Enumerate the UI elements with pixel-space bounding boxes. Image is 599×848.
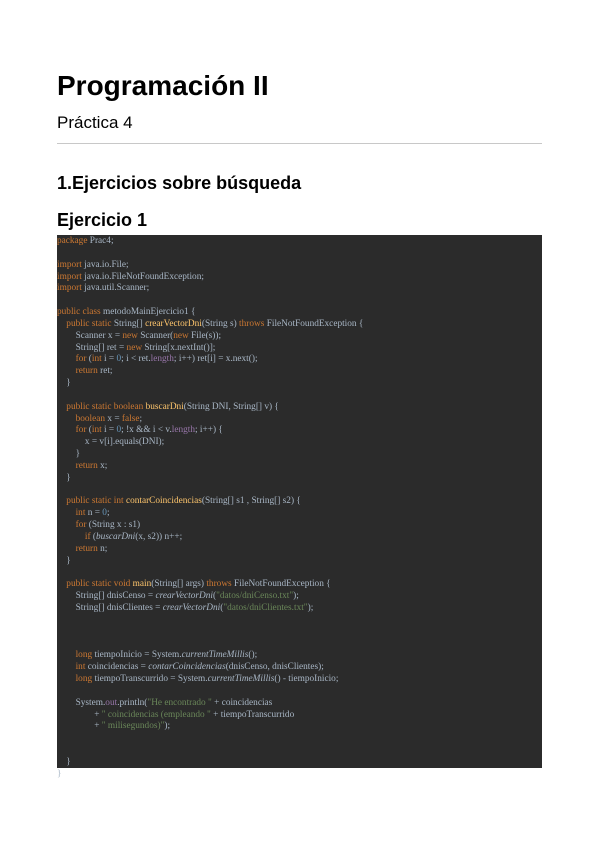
code-token: contarCoincidencias	[125, 496, 202, 507]
code-token	[57, 508, 76, 518]
code-token: public static int	[57, 496, 126, 507]
code-token: () - tiempoInicio;	[274, 674, 339, 685]
code-token: );	[164, 721, 171, 732]
code-line	[57, 260, 129, 271]
code-token: int	[75, 508, 88, 519]
code-token	[57, 354, 76, 364]
code-token: false	[121, 413, 140, 424]
code-token: return	[75, 543, 101, 554]
code-token: n =	[87, 508, 103, 519]
code-token: i =	[104, 425, 117, 436]
code-token: String[]	[113, 318, 146, 329]
code-token: crearVectorDni	[162, 603, 221, 614]
code-token: }	[57, 449, 81, 460]
code-token	[57, 532, 85, 542]
code-token: public static boolean	[57, 401, 146, 412]
code-line	[57, 769, 61, 780]
code-token: for	[75, 425, 89, 436]
code-line	[57, 283, 149, 294]
code-token: currentTimeMillis	[181, 650, 249, 661]
code-token: throws	[239, 318, 267, 329]
code-token	[57, 674, 76, 684]
code-token: .println(	[117, 697, 148, 708]
code-token: FileNotFoundException {	[233, 579, 331, 590]
code-token: );	[307, 603, 314, 614]
code-line	[57, 236, 114, 247]
code-line	[57, 402, 279, 413]
code-token: if	[84, 532, 93, 542]
code-token: System.	[57, 697, 106, 708]
code-line	[57, 556, 71, 567]
code-line	[57, 674, 338, 685]
code-token: java.io.FileNotFoundException;	[84, 271, 204, 282]
code-token: import	[57, 271, 85, 282]
code-token: }	[57, 378, 71, 389]
code-token: ();	[248, 650, 258, 661]
code-line	[57, 544, 107, 555]
code-token: x;	[100, 460, 108, 471]
code-token: "datos/dniCenso.txt"	[216, 591, 294, 602]
code-token: Scanner(	[140, 330, 174, 341]
code-line	[57, 331, 221, 342]
code-token: + tiempoTranscurrido	[210, 709, 295, 720]
code-line	[57, 662, 324, 673]
code-token: return	[75, 460, 101, 471]
code-token: String[] dnisCenso =	[57, 591, 156, 602]
code-token: public static void	[57, 579, 133, 590]
code-token	[57, 461, 76, 471]
exercise-heading: Ejercicio 1	[57, 210, 148, 230]
code-token: ;	[139, 413, 143, 424]
code-line	[57, 414, 142, 425]
code-token	[57, 544, 76, 554]
code-token: new	[126, 342, 145, 353]
code-token: "He encontrado "	[147, 697, 212, 708]
code-token: i =	[104, 354, 117, 365]
code-token	[57, 520, 76, 530]
code-token: +	[57, 721, 102, 732]
code-token: new	[122, 330, 141, 341]
code-token: tiempoTranscurrido = System.	[94, 674, 208, 685]
code-token: }	[57, 768, 62, 779]
code-token: java.util.Scanner;	[84, 283, 150, 294]
code-token: }	[57, 555, 71, 566]
code-token: (String[] args)	[151, 579, 207, 590]
code-line	[57, 532, 182, 543]
code-token: x =	[107, 413, 122, 424]
code-token: " milisegundos)"	[101, 721, 165, 732]
code-token: ;	[106, 508, 110, 519]
code-line	[57, 698, 272, 709]
code-token: "datos/dniClientes.txt"	[223, 603, 308, 614]
code-token: Scanner x =	[57, 330, 123, 341]
code-token: package	[57, 236, 90, 246]
code-token: (	[220, 603, 224, 614]
code-token: public static	[57, 318, 114, 329]
code-token: currentTimeMillis	[207, 674, 275, 685]
code-line	[57, 757, 71, 768]
code-token: (	[88, 354, 92, 365]
code-line	[57, 579, 331, 590]
code-line	[57, 354, 258, 365]
code-token: (	[212, 591, 217, 602]
code-token: ; !x && i < v.	[121, 425, 172, 436]
divider	[57, 143, 542, 144]
code-token: String[] dnisClientes =	[57, 603, 163, 614]
code-token: int	[91, 354, 105, 365]
code-token: FileNotFoundException {	[266, 318, 364, 329]
code-token: ; i < ret.	[121, 354, 151, 365]
code-token: coincidencias =	[87, 662, 149, 673]
code-token: length	[150, 354, 174, 365]
page-title: Programación II	[57, 70, 269, 101]
code-token: ; i++) ret[i] = x.next();	[173, 354, 258, 365]
code-token: (dnisCenso, dnisClientes);	[225, 662, 324, 673]
code-line	[57, 650, 257, 661]
code-token: out	[105, 697, 118, 708]
code-token: new	[173, 330, 192, 341]
code-token: 0	[116, 425, 122, 436]
code-token: +	[57, 709, 102, 720]
code-block	[57, 235, 542, 779]
code-line	[57, 319, 363, 330]
code-line	[57, 378, 71, 389]
code-line	[57, 425, 223, 436]
code-token: import	[57, 259, 85, 270]
code-token	[57, 650, 76, 660]
code-token	[57, 366, 76, 376]
code-token: (String DNI, String[] v) {	[183, 401, 279, 412]
code-token: for	[75, 354, 89, 365]
code-token: (	[88, 425, 92, 436]
code-token: ; i++) {	[195, 425, 223, 436]
code-line	[57, 343, 215, 354]
section-heading: 1.Ejercicios sobre búsqueda	[57, 173, 302, 193]
code-token: public class	[57, 307, 103, 318]
code-token: File(s));	[191, 330, 222, 341]
code-token: long	[75, 650, 95, 661]
code-token: (x, s2)) n++;	[135, 532, 183, 542]
code-token: contarCoincidencias	[148, 662, 226, 673]
code-token: boolean	[75, 413, 108, 424]
code-line	[57, 591, 299, 602]
code-line	[57, 437, 164, 448]
code-token: crearVectorDni	[155, 591, 213, 602]
code-token: int	[91, 425, 105, 436]
code-token: x = v[i].equals(DNI);	[57, 437, 165, 448]
code-token: main	[132, 579, 152, 590]
code-token: long	[75, 674, 95, 685]
code-token: throws	[206, 579, 234, 590]
code-token: (String s)	[201, 318, 240, 329]
code-token: String[] ret =	[57, 342, 127, 353]
code-token: }	[57, 756, 71, 767]
code-line	[57, 461, 107, 472]
code-token: 0	[102, 508, 107, 519]
code-line	[57, 520, 140, 531]
code-token	[57, 414, 76, 424]
code-token: }	[57, 472, 71, 483]
code-line	[57, 710, 294, 721]
code-token: length	[171, 425, 196, 436]
code-token: (String[] s1 , String[] s2) {	[201, 496, 301, 507]
code-token	[57, 425, 76, 435]
code-token: + coincidencias	[211, 697, 273, 708]
code-token: n;	[100, 543, 108, 554]
page-subtitle: Práctica 4	[57, 113, 133, 132]
code-token	[57, 662, 76, 672]
code-token: for	[75, 520, 89, 531]
code-token: " coincidencias (empleando "	[101, 709, 211, 720]
code-token: crearVectorDni	[145, 318, 202, 329]
code-line	[57, 272, 204, 283]
code-line	[57, 603, 313, 614]
code-line	[57, 508, 110, 519]
code-token: 0	[116, 354, 122, 365]
code-line	[57, 496, 301, 507]
code-line	[57, 721, 170, 732]
code-token: buscarDni	[145, 401, 184, 412]
code-line	[57, 473, 71, 484]
code-line	[57, 307, 195, 318]
code-token: java.io.File;	[84, 259, 129, 270]
code-token: tiempoInicio = System.	[94, 650, 182, 661]
code-token: String[x.nextInt()];	[144, 342, 216, 353]
code-token: );	[293, 591, 299, 602]
code-token: ret;	[100, 366, 113, 377]
code-token: metodoMainEjercicio1 {	[102, 307, 196, 318]
code-token: buscarDni	[96, 532, 136, 542]
code-token: (	[92, 532, 97, 542]
code-token: (String x : s1)	[88, 520, 141, 531]
code-line	[57, 366, 113, 377]
code-token: import	[57, 283, 85, 294]
code-token: return	[75, 366, 101, 377]
code-token: Prac4;	[89, 236, 114, 246]
code-line	[57, 449, 80, 460]
code-token: int	[75, 662, 88, 673]
